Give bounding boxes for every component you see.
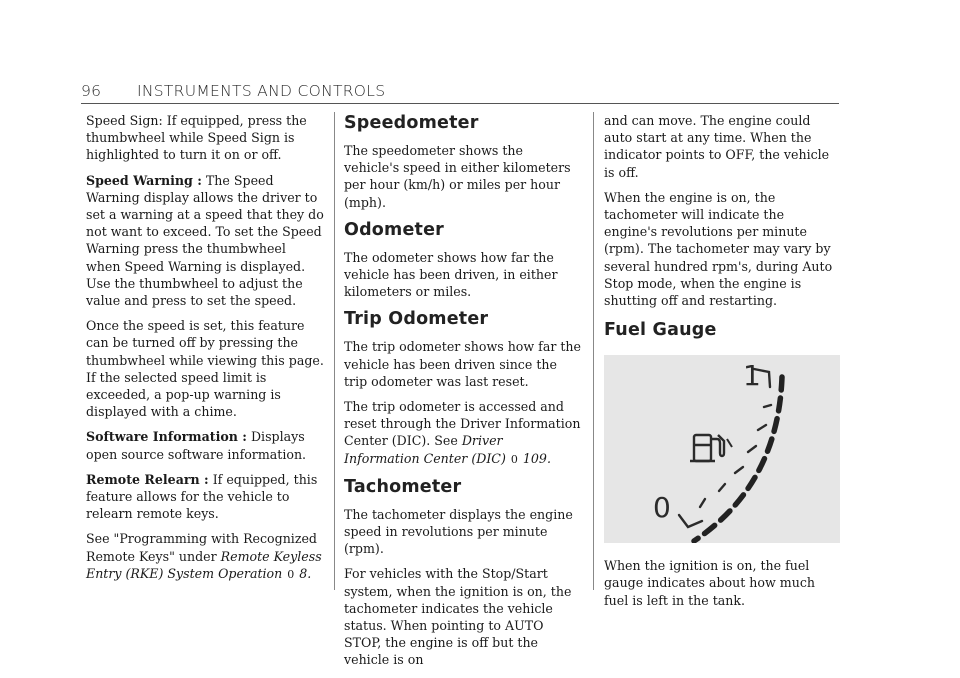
fuel-gauge-svg xyxy=(604,355,840,543)
fuel-pump-icon xyxy=(690,435,732,461)
speed-warning-term: Speed Warning : xyxy=(86,172,202,188)
tachometer-rpm-paragraph: When the engine is on, the tachometer will indicate the engine's revolutions per minute (rpm). The tachometer may vary by several hundred rpm's, during Auto Stop mode, when the engine is shutting off and restarting. xyxy=(604,189,833,309)
trip-odometer-text: The trip odometer is accessed and reset through the Driver Information Center (DIC). See xyxy=(344,399,581,449)
software-info-term: Software Information : xyxy=(86,429,247,445)
column-2 xyxy=(344,112,582,677)
remote-relearn-paragraph xyxy=(86,471,324,523)
dic-page-ref[interactable]: 109 xyxy=(522,450,547,466)
speedometer-paragraph: The speedometer shows the vehicle's speed in either kilometers per hour (km/h) or miles per hour (mph). xyxy=(344,143,571,210)
rke-link[interactable]: Remote Keyless Entry (RKE) System Operation xyxy=(86,548,322,581)
gauge-full-label: 1 xyxy=(743,359,761,393)
trip-odometer-end: . xyxy=(546,450,551,466)
speed-warning-paragraph xyxy=(86,172,324,310)
remote-relearn-text: If equipped, this feature allows for the vehicle to relearn remote keys. xyxy=(86,471,318,522)
tick xyxy=(764,405,771,407)
tachometer-heading: Tachometer xyxy=(344,476,462,497)
page-ref-icon: 0 xyxy=(510,452,518,466)
dic-link[interactable]: Driver Information Center (DIC) xyxy=(344,433,506,466)
section-title: INSTRUMENTS AND CONTROLS xyxy=(137,82,386,100)
speed-sign-paragraph: Speed Sign: If equipped, press the thumbwheel while Speed Sign is highlighted to turn it on or off. xyxy=(86,113,307,163)
fuel-gauge-heading: Fuel Gauge xyxy=(604,320,717,341)
odometer-paragraph: The odometer shows how far the vehicle has been driven, in either kilometers or miles. xyxy=(344,249,558,300)
fuel-gauge-illustration xyxy=(604,355,840,543)
software-info-text: Displays open source software information. xyxy=(86,429,307,462)
tachometer-paragraph-1: The tachometer displays the engine speed in revolutions per minute (rpm). xyxy=(344,506,573,557)
page-ref-icon: 0 xyxy=(287,567,295,581)
software-info-paragraph xyxy=(86,428,324,462)
tachometer-continued-paragraph: and can move. The engine could auto start at any time. When the indicator points to OFF, the vehicle is off. xyxy=(604,113,830,180)
programming-paragraph xyxy=(86,530,324,583)
speed-set-paragraph: Once the speed is set, this feature can be turned off by pressing the thumbwheel while viewing this page. If the selected speed limit is exceeded, a pop-up warning is displayed with a chime. xyxy=(86,318,324,420)
fuel-gauge-paragraph: When the ignition is on, the fuel gauge indicates about how much fuel is left in the tank. xyxy=(604,558,815,608)
header-divider xyxy=(81,103,839,104)
speed-warning-text: The Speed Warning display allows the driver to set a warning at a speed that they do not want to exceed. To set the Speed Warning press the thumbwheel when Speed Warning is displayed. Use the thumbwheel to adjust the value and press to set the speed. xyxy=(86,172,324,309)
speedometer-heading: Speedometer xyxy=(344,113,479,133)
column-divider-2 xyxy=(593,112,594,590)
rke-page-ref[interactable]: 8 xyxy=(299,565,308,581)
programming-end: . xyxy=(307,565,312,581)
tick xyxy=(758,425,766,430)
tachometer-paragraph-2: For vehicles with the Stop/Start system, when the ignition is on, the tachometer indicates the vehicle status. When pointing to AUTO STOP, the engine is off but the vehicle is on xyxy=(344,566,572,668)
trip-odometer-paragraph-2 xyxy=(344,398,582,468)
tick xyxy=(719,484,725,491)
remote-relearn-term: Remote Relearn : xyxy=(86,471,209,487)
tick xyxy=(735,467,743,473)
empty-tick xyxy=(679,515,702,527)
page-number: 96 xyxy=(81,82,102,100)
odometer-heading: Odometer xyxy=(344,219,444,240)
column-1 xyxy=(86,112,324,591)
column-divider-1 xyxy=(334,112,335,590)
tick xyxy=(748,446,756,452)
gauge-empty-label: 0 xyxy=(653,491,671,525)
trip-odometer-heading: Trip Odometer xyxy=(344,309,489,330)
programming-text: See "Programming with Recognized Remote Keys" under xyxy=(86,531,317,564)
column-3 xyxy=(604,112,840,617)
tick xyxy=(700,499,705,507)
trip-odometer-paragraph-1: The trip odometer shows how far the vehicle has been driven since the trip odometer was last reset. xyxy=(344,339,581,389)
gauge-arc xyxy=(694,377,782,541)
